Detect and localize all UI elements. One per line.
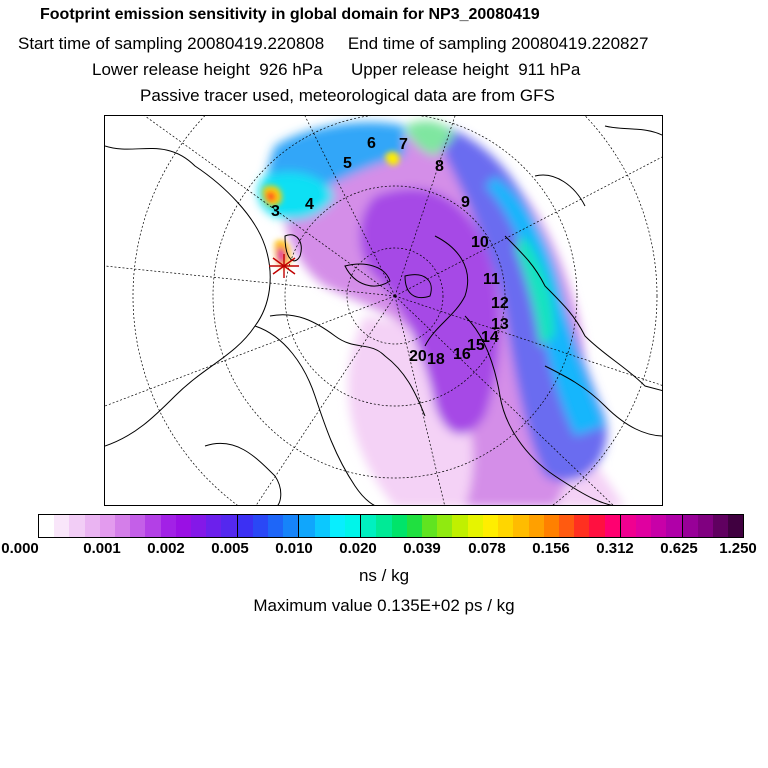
colorbar-swatch <box>651 515 666 537</box>
colorbar-swatch <box>315 515 330 537</box>
colorbar-swatch <box>636 515 651 537</box>
colorbar-swatch <box>468 515 483 537</box>
colorbar-tick: 0.156 <box>532 540 570 557</box>
start-time: Start time of sampling 20080419.220808 <box>18 34 325 53</box>
colorbar-swatch <box>392 515 407 537</box>
colorbar-swatch <box>268 515 283 537</box>
colorbar-swatch <box>100 515 115 537</box>
colorbar-tick: 0.010 <box>275 540 313 557</box>
colorbar-tick: 0.020 <box>339 540 377 557</box>
colorbar-swatch <box>683 515 698 537</box>
maximum-value: Maximum value 0.135E+02 ps / kg <box>253 596 515 615</box>
colorbar-swatch <box>206 515 221 537</box>
day-label: 15 <box>467 337 485 354</box>
plot-title: Footprint emission sensitivity in global domain for NP3_20080419 <box>40 6 540 23</box>
end-time: End time of sampling 20080419.220827 <box>347 34 649 53</box>
colorbar-swatch <box>544 515 559 537</box>
colorbar-swatch <box>191 515 206 537</box>
colorbar-swatch <box>529 515 544 537</box>
colorbar-swatch <box>559 515 574 537</box>
sensitivity-field <box>258 121 625 506</box>
colorbar-swatch <box>728 515 743 537</box>
day-label: 11 <box>483 271 500 288</box>
colorbar-swatch <box>589 515 604 537</box>
day-label: 3 <box>271 203 280 220</box>
colorbar-swatch <box>666 515 682 537</box>
colorbar-swatch <box>145 515 160 537</box>
colorbar-tick: 0.312 <box>596 540 634 557</box>
colorbar-swatch <box>161 515 176 537</box>
colorbar-tick: 0.625 <box>660 540 698 557</box>
footprint-map <box>104 115 663 506</box>
upper-release-height: Upper release height 911 hPa <box>350 60 581 79</box>
colorbar-swatch <box>483 515 498 537</box>
day-label: 12 <box>491 295 509 312</box>
colorbar-tick: 1.250 <box>719 540 757 557</box>
day-label: 7 <box>399 136 408 153</box>
colorbar-swatch <box>498 515 513 537</box>
colorbar-swatch <box>361 515 376 537</box>
colorbar-swatch <box>39 515 54 537</box>
colorbar-swatch <box>407 515 422 537</box>
colorbar-swatch <box>713 515 728 537</box>
colorbar-unit: ns / kg <box>358 566 410 585</box>
colorbar-swatch <box>330 515 345 537</box>
colorbar-swatch <box>299 515 314 537</box>
colorbar <box>38 514 744 538</box>
colorbar-swatch <box>513 515 528 537</box>
map-canvas <box>105 116 663 506</box>
day-label: 8 <box>435 158 444 175</box>
day-label: 18 <box>427 351 445 368</box>
colorbar-swatch <box>452 515 467 537</box>
colorbar-swatch <box>221 515 237 537</box>
colorbar-tick: 0.005 <box>211 540 249 557</box>
colorbar-swatch <box>621 515 636 537</box>
day-label: 14 <box>481 329 499 346</box>
colorbar-tick: 0.000 <box>1 540 39 557</box>
colorbar-swatch <box>176 515 191 537</box>
colorbar-swatch <box>130 515 145 537</box>
colorbar-tick: 0.078 <box>468 540 506 557</box>
day-label: 5 <box>343 155 352 172</box>
release-point-marker <box>269 254 299 278</box>
colorbar-swatch <box>69 515 84 537</box>
colorbar-swatch <box>253 515 268 537</box>
day-label: 13 <box>491 316 509 333</box>
colorbar-tick: 0.039 <box>403 540 441 557</box>
colorbar-swatch <box>574 515 589 537</box>
day-label: 16 <box>453 346 471 363</box>
colorbar-swatch <box>345 515 361 537</box>
sampling-times <box>18 34 768 54</box>
tracer-info: Passive tracer used, meteorological data are from GFS <box>140 86 555 105</box>
day-label: 4 <box>305 196 314 213</box>
day-label: 20 <box>409 348 427 365</box>
colorbar-swatch <box>698 515 713 537</box>
colorbar-swatch <box>437 515 452 537</box>
colorbar-swatch <box>115 515 130 537</box>
colorbar-tick: 0.001 <box>83 540 121 557</box>
lower-release-height: Lower release height 926 hPa <box>92 60 323 79</box>
colorbar-tick: 0.002 <box>147 540 185 557</box>
release-heights <box>92 60 768 80</box>
colorbar-swatch <box>283 515 299 537</box>
day-label: 9 <box>461 194 470 211</box>
colorbar-swatch <box>605 515 621 537</box>
day-label: 10 <box>471 234 489 251</box>
day-label: 6 <box>367 135 376 152</box>
colorbar-swatch <box>238 515 253 537</box>
colorbar-swatch <box>422 515 437 537</box>
colorbar-swatch <box>54 515 69 537</box>
colorbar-swatch <box>376 515 391 537</box>
colorbar-swatch <box>85 515 100 537</box>
